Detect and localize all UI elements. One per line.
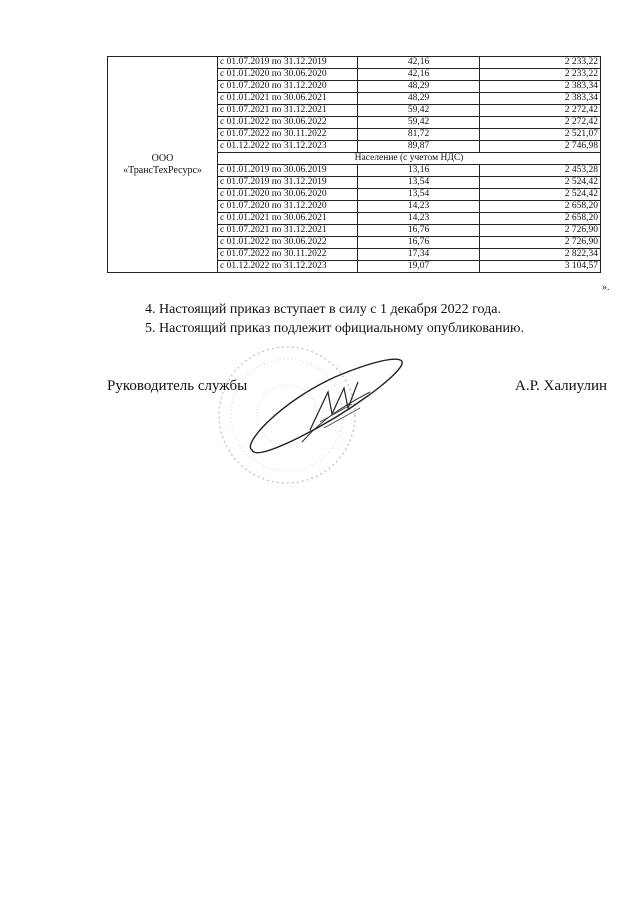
tariff-table [107, 56, 601, 273]
period-cell: с 01.07.2021 по 31.12.2021 [218, 105, 358, 117]
signatory-name: А.Р. Халиулин [515, 378, 608, 394]
rate-cell: 42,16 [358, 69, 480, 81]
period-cell: с 01.01.2020 по 30.06.2020 [218, 69, 358, 81]
period-cell: с 01.07.2020 по 31.12.2020 [218, 201, 358, 213]
rate-cell: 13,54 [358, 177, 480, 189]
tariff-cell: 2 524,42 [480, 189, 601, 201]
rate-cell: 13,54 [358, 189, 480, 201]
rate-cell: 89,87 [358, 141, 480, 153]
rate-cell: 16,76 [358, 225, 480, 237]
tariff-cell: 2 272,42 [480, 117, 601, 129]
tariff-cell: 2 383,34 [480, 81, 601, 93]
period-cell: с 01.12.2022 по 31.12.2023 [218, 261, 358, 273]
handwritten-signature-icon [240, 352, 410, 462]
signatory-role: Руководитель службы [107, 378, 248, 394]
tariff-cell: 2 746,98 [480, 141, 601, 153]
tariff-row [108, 57, 601, 69]
tariff-cell: 2 383,34 [480, 93, 601, 105]
organization-name-line1: ООО [151, 152, 174, 164]
period-cell: с 01.07.2021 по 31.12.2021 [218, 225, 358, 237]
organization-name-line2: «ТрансТехРесурс» [123, 164, 202, 176]
period-cell: с 01.07.2022 по 30.11.2022 [218, 249, 358, 261]
rate-cell: 14,23 [358, 201, 480, 213]
rate-cell: 59,42 [358, 105, 480, 117]
rate-cell: 59,42 [358, 117, 480, 129]
closing-quote-mark: ». [602, 282, 610, 293]
tariff-cell: 2 272,42 [480, 105, 601, 117]
period-cell: с 01.01.2022 по 30.06.2022 [218, 237, 358, 249]
period-cell: с 01.01.2021 по 30.06.2021 [218, 213, 358, 225]
rate-cell: 16,76 [358, 237, 480, 249]
tariff-cell: 2 726,90 [480, 237, 601, 249]
period-cell: с 01.07.2022 по 30.11.2022 [218, 129, 358, 141]
rate-cell: 14,23 [358, 213, 480, 225]
rate-cell: 13,16 [358, 165, 480, 177]
rate-cell: 48,29 [358, 93, 480, 105]
tariff-table-body [108, 57, 601, 273]
tariff-cell: 2 822,34 [480, 249, 601, 261]
clause-4: 4. Настоящий приказ вступает в силу с 1 декабря 2022 года. [145, 302, 501, 317]
tariff-cell: 3 104,57 [480, 261, 601, 273]
section-heading: Население (с учетом НДС) [218, 153, 601, 165]
clause-5: 5. Настоящий приказ подлежит официальному опубликованию. [145, 321, 524, 336]
rate-cell: 19,07 [358, 261, 480, 273]
period-cell: с 01.12.2022 по 31.12.2023 [218, 141, 358, 153]
tariff-cell: 2 658,20 [480, 213, 601, 225]
rate-cell: 81,72 [358, 129, 480, 141]
tariff-cell: 2 521,07 [480, 129, 601, 141]
rate-cell: 48,29 [358, 81, 480, 93]
period-cell: с 01.01.2022 по 30.06.2022 [218, 117, 358, 129]
rate-cell: 17,34 [358, 249, 480, 261]
tariff-cell: 2 726,90 [480, 225, 601, 237]
tariff-cell: 2 524,42 [480, 177, 601, 189]
period-cell: с 01.07.2019 по 31.12.2019 [218, 57, 358, 69]
period-cell: с 01.07.2020 по 31.12.2020 [218, 81, 358, 93]
tariff-cell: 2 233,22 [480, 69, 601, 81]
period-cell: с 01.01.2019 по 30.06.2019 [218, 165, 358, 177]
tariff-cell: 2 233,22 [480, 57, 601, 69]
rate-cell: 42,16 [358, 57, 480, 69]
period-cell: с 01.01.2021 по 30.06.2021 [218, 93, 358, 105]
tariff-cell: 2 658,20 [480, 201, 601, 213]
period-cell: с 01.07.2019 по 31.12.2019 [218, 177, 358, 189]
organization-cell [108, 57, 218, 273]
tariff-cell: 2 453,28 [480, 165, 601, 177]
period-cell: с 01.01.2020 по 30.06.2020 [218, 189, 358, 201]
